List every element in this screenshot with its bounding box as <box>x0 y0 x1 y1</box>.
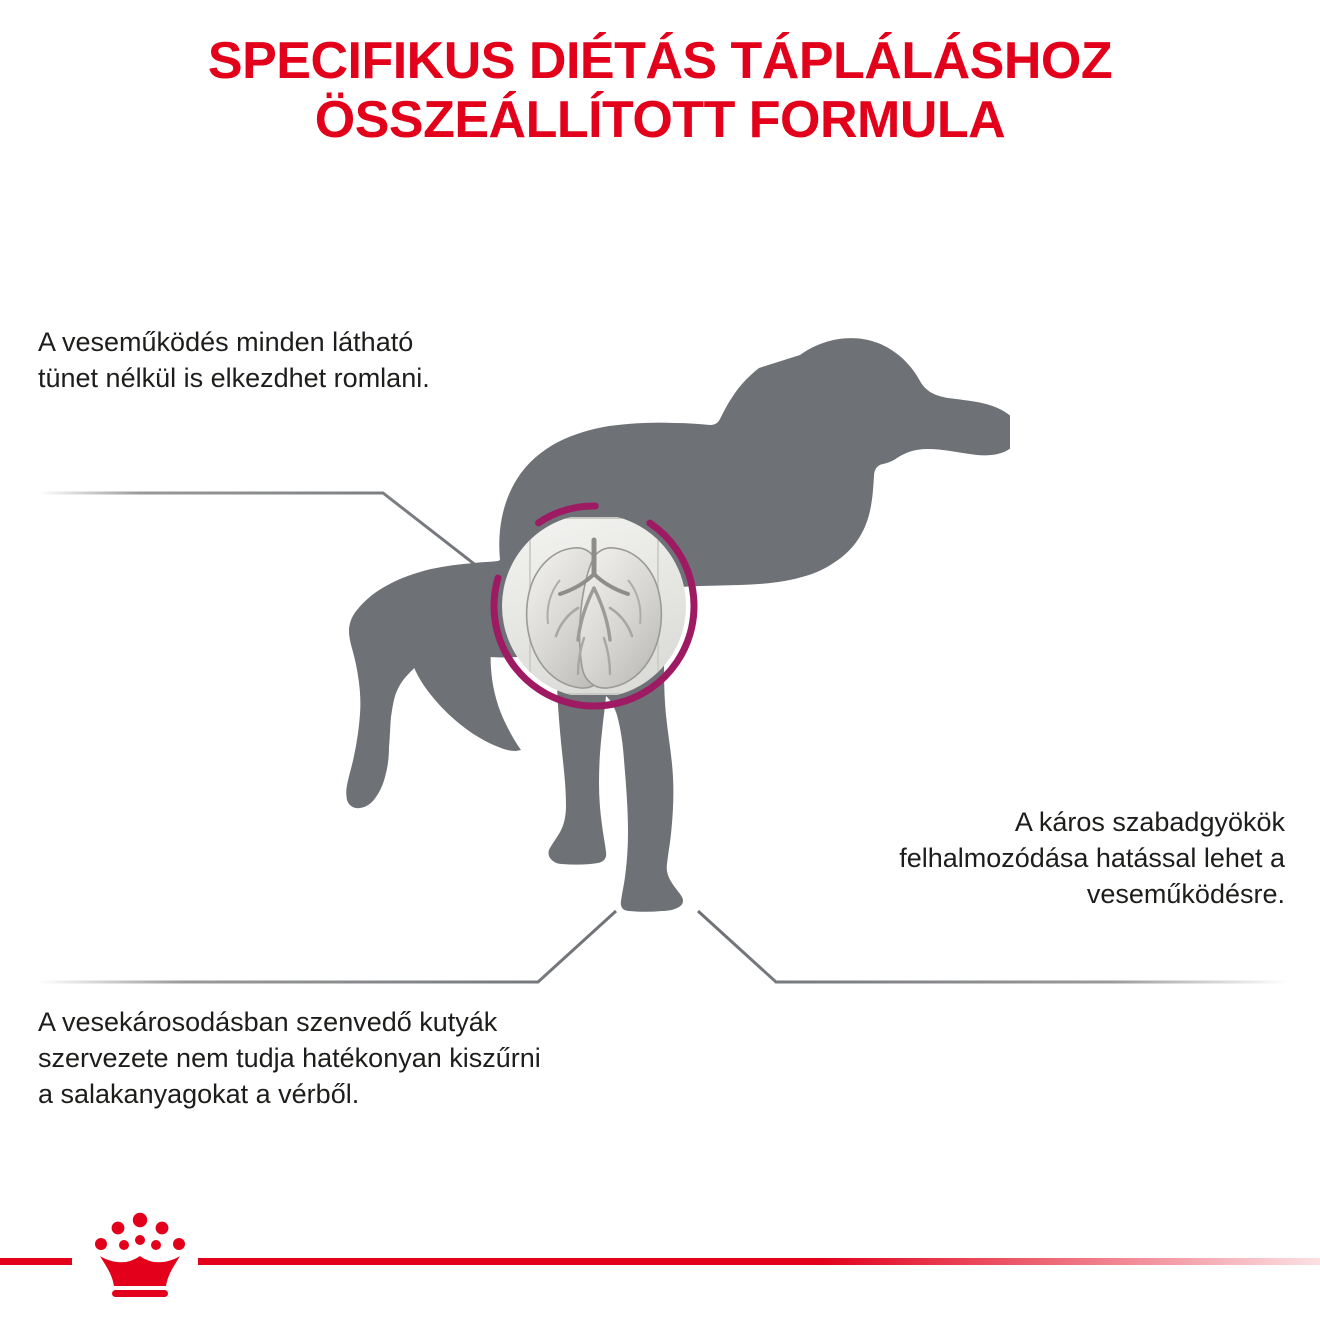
callout-waste-filtering: A vesekárosodásban szenvedő kutyák szervezete nem tudja hatékonyan kiszűrni a salakanyagokat a vérből. <box>38 1007 541 1109</box>
page-title: SPECIFIKUS DIÉTÁS TÁPLÁLÁSHOZ ÖSSZEÁLLÍTOTT FORMULA <box>207 32 1113 149</box>
callout-kidney-function-decline: A veseműködés minden látható tünet nélkül is elkezdhet romlani. <box>38 327 430 393</box>
callout-free-radicals: A káros szabadgyökök felhalmozódása hatással lehet a veseműködésre. <box>899 807 1285 909</box>
royal-canin-crown-icon <box>92 1212 188 1298</box>
footer-rule <box>0 1258 1320 1265</box>
kidney-icon <box>478 488 710 724</box>
